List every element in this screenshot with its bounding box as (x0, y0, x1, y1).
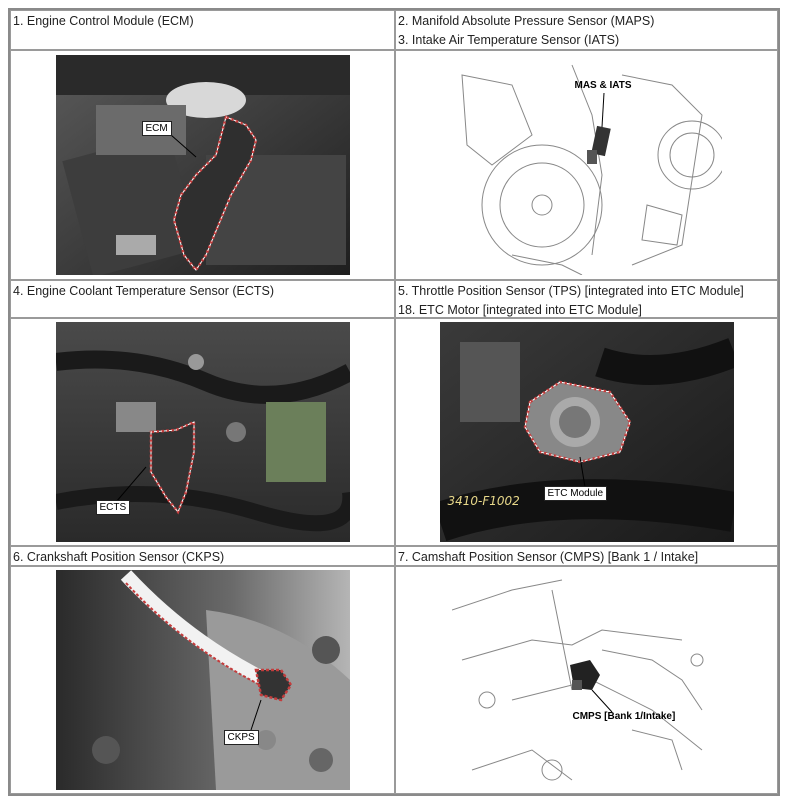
table-row (10, 10, 778, 50)
table-row (10, 318, 778, 546)
cell-image-cmps (395, 566, 778, 794)
cell-header-cmps (395, 546, 778, 566)
table-row (10, 566, 778, 794)
cell-image-ecm (10, 50, 395, 280)
cell-header-maps-iats (395, 10, 778, 50)
cmps-diagram (452, 570, 722, 790)
cell-image-ckps (10, 566, 395, 794)
ecm-photo (56, 55, 350, 275)
hose-marking-text: 3410-F1002 (447, 494, 520, 508)
cell-header-ecm (10, 10, 395, 50)
header-line: 2. Manifold Absolute Pressure Sensor (MAPS) (398, 14, 655, 28)
etc-module-callout: ETC Module (544, 486, 608, 501)
cell-image-maps-iats (395, 50, 778, 280)
header-line: 1. Engine Control Module (ECM) (13, 14, 194, 28)
maps-iats-diagram (452, 55, 722, 275)
etc-module-photo (440, 322, 734, 542)
ckps-callout: CKPS (224, 730, 259, 745)
ckps-photo (56, 570, 350, 790)
table-row (10, 50, 778, 280)
ecm-callout: ECM (142, 121, 172, 136)
header-line: 7. Camshaft Position Sensor (CMPS) [Bank 1 / Intake] (398, 550, 699, 564)
cmps-callout: CMPS [Bank 1/Intake] (572, 711, 676, 722)
cell-image-tps-etc (395, 318, 778, 546)
table-row (10, 546, 778, 566)
cell-header-tps-etc (395, 280, 778, 318)
cell-header-ects (10, 280, 395, 318)
cell-image-ects (10, 318, 395, 546)
cell-header-ckps (10, 546, 395, 566)
header-line: 3. Intake Air Temperature Sensor (IATS) (398, 33, 620, 47)
header-line: 18. ETC Motor [integrated into ETC Module] (398, 303, 642, 317)
table-row (10, 280, 778, 318)
ects-callout: ECTS (96, 500, 131, 515)
header-line: 5. Throttle Position Sensor (TPS) [integrated into ETC Module] (398, 284, 744, 298)
maps-iats-callout: MAS & IATS (574, 80, 632, 91)
header-line: 4. Engine Coolant Temperature Sensor (ECTS) (13, 284, 275, 298)
component-location-table (8, 8, 780, 796)
header-line: 6. Crankshaft Position Sensor (CKPS) (13, 550, 225, 564)
ects-photo (56, 322, 350, 542)
